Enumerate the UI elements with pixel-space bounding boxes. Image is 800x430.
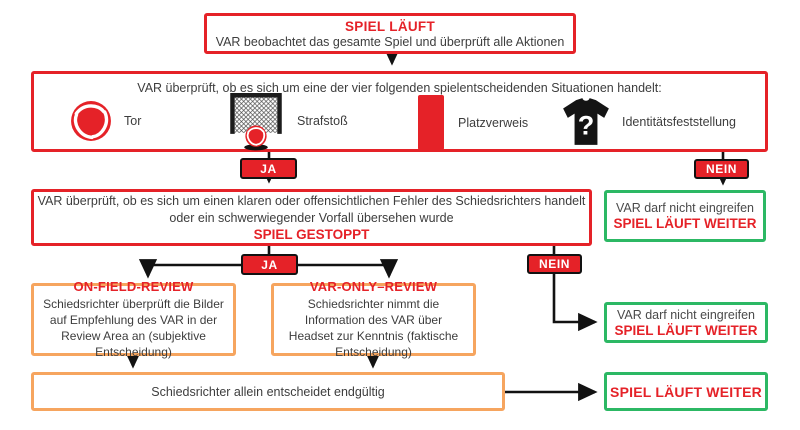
node-text: VAR darf nicht eingreifen — [616, 307, 756, 322]
node-situations — [31, 71, 768, 152]
situation-strafstoss — [228, 90, 348, 152]
branch1-nein-label: NEIN — [694, 159, 749, 179]
goal-icon — [228, 90, 284, 152]
node-title: SPIEL LÄUFT — [344, 18, 436, 34]
node-title: VAR-ONLY–REVIEW — [309, 278, 438, 294]
node-text-line1: VAR überprüft, ob es sich um einen klaren oder offensichtlichen Fehler des Schiedsrichters handelt — [37, 194, 586, 209]
node-status: SPIEL LÄUFT WEITER — [610, 383, 762, 400]
node-title: ON-FIELD-REVIEW — [73, 278, 194, 294]
football-icon — [70, 100, 112, 142]
node-status: SPIEL LÄUFT WEITER — [614, 322, 758, 338]
situation-platzverweis — [418, 95, 528, 150]
situation-label: Strafstoß — [297, 114, 348, 128]
node-text: VAR darf nicht eingreifen — [615, 201, 755, 215]
node-text-line2: oder ein schwerwiegender Vorfall übersehen wurde — [169, 210, 454, 225]
question-mark: ? — [577, 110, 595, 141]
branch2-ja-label: JA — [241, 254, 298, 275]
situations-header: VAR überprüft, ob es sich um eine der vier folgenden spielentscheidenden Situationen handelt: — [137, 81, 662, 95]
branch2-nein-label: NEIN — [527, 254, 582, 274]
situation-tor — [70, 100, 141, 142]
node-no-intervene-mid — [604, 302, 768, 343]
node-text: Schiedsrichter überprüft die Bilder auf Empfehlung des VAR in der Review Area an (subjektive Entscheidung) — [43, 296, 224, 360]
node-text: Schiedsrichter nimmt die Information des VAR über Headset zur Kenntnis (faktische Entscheidung) — [288, 296, 459, 360]
node-var-only-review — [271, 278, 476, 360]
node-final-decision — [31, 372, 505, 411]
node-status: SPIEL GESTOPPT — [253, 226, 370, 242]
branch1-ja-label: JA — [240, 158, 297, 179]
node-game-continues — [604, 372, 768, 411]
situation-label: Identitätsfeststellung — [622, 115, 736, 129]
situation-label: Tor — [124, 114, 142, 128]
node-spiel-laeuft — [204, 13, 576, 54]
red-card-icon — [418, 95, 444, 150]
shirt-question-icon — [560, 94, 612, 150]
node-text: VAR beobachtet das gesamte Spiel und überprüft alle Aktionen — [215, 34, 565, 49]
node-error-check — [31, 189, 592, 246]
node-status: SPIEL LÄUFT WEITER — [613, 216, 757, 231]
node-text: Schiedsrichter allein entscheidet endgültig — [151, 384, 385, 399]
node-no-intervene-top — [604, 190, 766, 242]
situation-identitaet — [560, 94, 736, 150]
node-on-field-review — [31, 278, 236, 360]
situation-label: Platzverweis — [458, 115, 529, 130]
